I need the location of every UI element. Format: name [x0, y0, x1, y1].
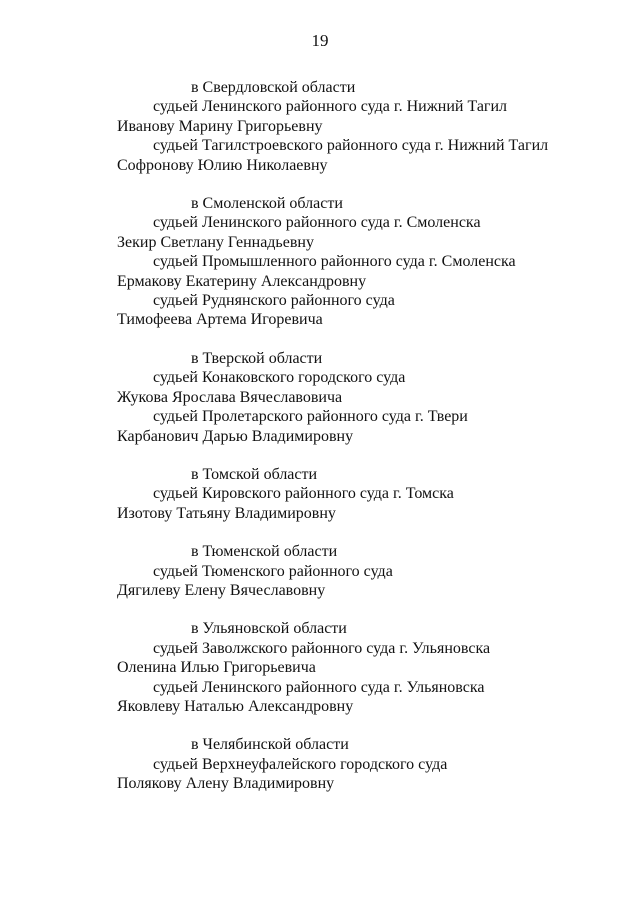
appointee-name: Полякову Алену Владимировну [117, 775, 335, 793]
appointee-name: Оленина Илью Григорьевича [117, 659, 316, 677]
region-section [0, 619, 640, 716]
court-appointment: судьей Ленинского районного суда г. Ульяновска [153, 678, 485, 696]
region-title: в Свердловской области [191, 79, 356, 96]
court-appointment: судьей Конаковского городского суда [153, 369, 406, 387]
region-title: в Томской области [191, 465, 318, 483]
court-appointment: судьей Промышленного районного суда г. Смоленска [153, 253, 516, 271]
appointee-name: Зекир Светлану Геннадьевну [117, 233, 314, 251]
court-appointment: судьей Тюменского районного суда [153, 562, 393, 580]
region-section [0, 194, 640, 330]
appointee-name: Яковлеву Наталью Александровну [117, 697, 354, 715]
region-title: в Челябинской области [191, 736, 349, 754]
court-appointment: судьей Кировского районного суда г. Томска [153, 485, 454, 503]
appointee-name: Иванову Марину Григорьевну [117, 117, 323, 135]
document-body [0, 78, 640, 813]
court-appointment: судьей Пролетарского районного суда г. Твери [153, 408, 468, 426]
court-appointment: судьей Заволжского районного суда г. Ульяновска [153, 639, 491, 657]
appointee-name: Карбанович Дарью Владимировну [117, 427, 354, 445]
court-appointment: судьей Верхнеуфалейского городского суда [153, 755, 448, 773]
region-section [0, 542, 640, 600]
page-number: 19 [311, 31, 329, 50]
region-section [0, 465, 640, 523]
appointee-name: Жукова Ярослава Вячеславовича [117, 388, 343, 406]
appointee-name: Дягилеву Елену Вячеславовну [117, 581, 326, 599]
court-appointment: судьей Ленинского районного суда г. Смоленска [153, 214, 481, 232]
appointee-name: Софронову Юлию Николаевну [117, 156, 328, 174]
region-section [0, 349, 640, 446]
appointee-name: Тимофеева Артема Игоревича [117, 311, 323, 329]
region-section [0, 735, 640, 793]
court-appointment: судьей Тагилстроевского районного суда г. Нижний Тагил [153, 137, 549, 155]
court-appointment: судьей Руднянского районного суда [153, 292, 395, 310]
region-title: в Тверской области [191, 349, 323, 367]
court-appointment: судьей Ленинского районного суда г. Нижний Тагил [153, 98, 508, 116]
appointee-name: Ермакову Екатерину Александровну [117, 272, 367, 290]
appointee-name: Изотову Татьяну Владимировну [117, 504, 336, 522]
region-title: в Ульяновской области [191, 620, 347, 638]
region-section [0, 78, 640, 175]
region-title: в Тюменской области [191, 543, 338, 561]
region-title: в Смоленской области [191, 195, 343, 213]
